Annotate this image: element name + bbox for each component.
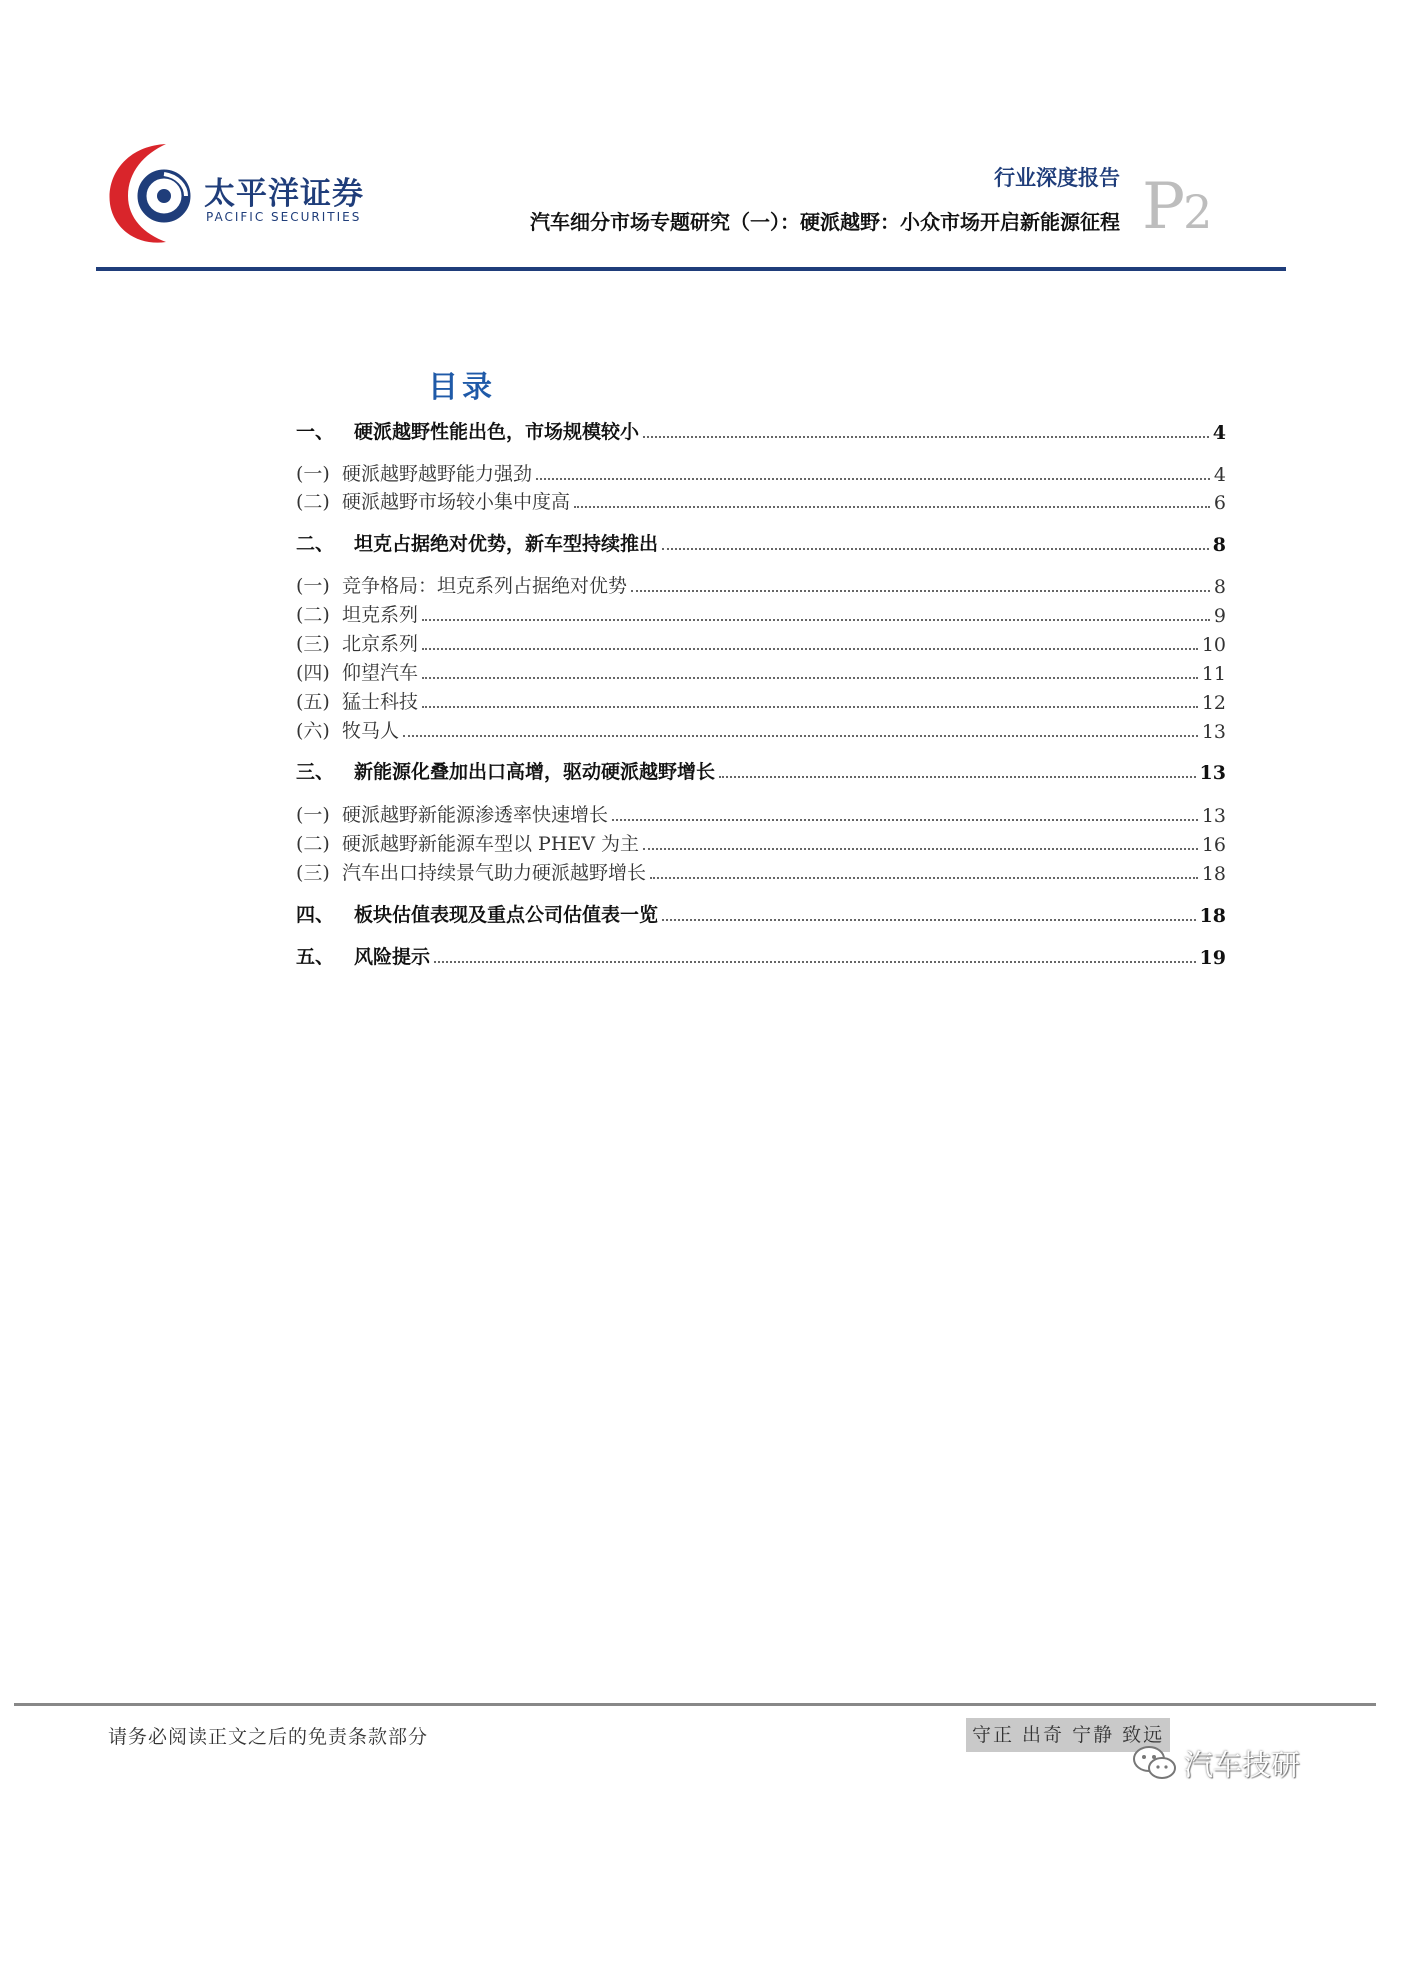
toc-entry[interactable] [296, 460, 1226, 486]
toc-entry[interactable] [296, 758, 1226, 784]
toc-entry[interactable] [296, 488, 1226, 514]
toc-entry[interactable] [296, 830, 1226, 856]
toc-entry[interactable] [296, 601, 1226, 627]
toc-entry-page: 19 [1199, 947, 1226, 969]
toc-entry-page: 16 [1201, 834, 1226, 856]
toc-entry-page: 10 [1201, 634, 1226, 656]
toc-entry-number: (一) [296, 804, 330, 826]
toc-leader-dots [403, 735, 1198, 737]
toc-leader-dots [422, 648, 1198, 650]
pacific-securities-logo-mark [104, 138, 204, 248]
toc-entry-page: 11 [1201, 663, 1226, 685]
toc-entry-number: 二、 [296, 533, 335, 555]
toc-entry[interactable] [296, 530, 1226, 556]
toc-leader-dots [719, 776, 1196, 778]
toc-entry-page: 4 [1213, 464, 1226, 486]
footer-motto: 守正 出奇 宁静 致远 [966, 1718, 1170, 1752]
toc-entry-number: 五、 [296, 946, 335, 968]
watermark-text: 汽车技研 [1184, 1747, 1301, 1782]
toc-entry-page: 18 [1199, 905, 1226, 927]
toc-entry-page: 13 [1199, 762, 1226, 784]
toc-leader-dots [422, 706, 1198, 708]
toc-entry-number: (一) [296, 463, 330, 485]
toc-entry-number: (四) [296, 662, 330, 684]
toc-entry-number: (三) [296, 862, 330, 884]
footer-divider [14, 1703, 1376, 1706]
toc-entry-page: 18 [1201, 863, 1226, 885]
toc-entry-number: 四、 [296, 904, 335, 926]
toc-entry[interactable] [296, 901, 1226, 927]
page-number-letter: P [1142, 170, 1184, 244]
company-logo [104, 138, 384, 258]
toc-entry-label: 坦克系列 [342, 604, 419, 626]
toc-leader-dots [574, 506, 1210, 508]
toc-leader-dots [650, 877, 1198, 879]
toc-entry-label: 汽车出口持续景气助力硬派越野增长 [342, 862, 647, 884]
toc-entry-page: 8 [1212, 534, 1226, 556]
toc-entry-label: 板块估值表现及重点公司估值表一览 [354, 904, 659, 926]
toc-leader-dots [643, 436, 1209, 438]
toc-entry[interactable] [296, 859, 1226, 885]
wechat-icon [1132, 1743, 1178, 1783]
toc-entry[interactable] [296, 717, 1226, 743]
toc-leader-dots [643, 848, 1198, 850]
toc-leader-dots [536, 478, 1210, 480]
toc-leader-dots [434, 961, 1196, 963]
toc-entry-number: (三) [296, 633, 330, 655]
toc-entry-number: (六) [296, 720, 330, 742]
toc-entry-label: 硬派越野性能出色，市场规模较小 [354, 421, 640, 443]
toc-entry-page: 13 [1201, 721, 1226, 743]
page-number [1142, 170, 1210, 244]
toc-leader-dots [612, 819, 1198, 821]
toc-entry-number: (二) [296, 833, 330, 855]
toc-entry-number: 一、 [296, 421, 335, 443]
toc-entry[interactable] [296, 801, 1226, 827]
toc-entry-page: 9 [1213, 605, 1226, 627]
toc-entry-label: 新能源化叠加出口高增，驱动硬派越野增长 [354, 761, 716, 783]
toc-entry-page: 12 [1201, 692, 1226, 714]
toc-entry[interactable] [296, 630, 1226, 656]
toc-leader-dots [422, 677, 1198, 679]
wechat-watermark [1132, 1738, 1300, 1788]
toc-entry-number: (二) [296, 491, 330, 513]
toc-entry-label: 牧马人 [342, 720, 400, 742]
report-type: 行业深度报告 [994, 165, 1120, 190]
toc-entry[interactable] [296, 418, 1226, 444]
toc-leader-dots [631, 590, 1210, 592]
toc-entry-label: 硬派越野市场较小集中度高 [342, 491, 571, 513]
toc-entry-page: 8 [1213, 576, 1226, 598]
logo-english-name: PACIFIC SECURITIES [206, 210, 362, 224]
toc-entry[interactable] [296, 688, 1226, 714]
toc-leader-dots [422, 619, 1210, 621]
toc-entry-page: 6 [1213, 492, 1226, 514]
footer-disclaimer: 请务必阅读正文之后的免责条款部分 [108, 1726, 429, 1748]
toc-entry-label: 坦克占据绝对优势，新车型持续推出 [354, 533, 659, 555]
report-title: 汽车细分市场专题研究（一）：硬派越野：小众市场开启新能源征程 [530, 210, 1120, 234]
toc-entry-label: 硬派越野越野能力强劲 [342, 463, 533, 485]
toc-entry[interactable] [296, 572, 1226, 598]
toc-entry[interactable] [296, 943, 1226, 969]
logo-chinese-name: 太平洋证券 [204, 176, 364, 212]
toc-entry-page: 13 [1201, 805, 1226, 827]
toc-heading: 目录 [428, 370, 496, 405]
toc-entry-label: 猛士科技 [342, 691, 419, 713]
toc-entry-label: 硬派越野新能源车型以 PHEV 为主 [342, 833, 640, 855]
toc-entry-label: 硬派越野新能源渗透率快速增长 [342, 804, 609, 826]
toc-leader-dots [662, 548, 1209, 550]
toc-entry-label: 仰望汽车 [342, 662, 419, 684]
toc-entry-number: (五) [296, 691, 330, 713]
toc-entry-label: 竞争格局：坦克系列占据绝对优势 [342, 575, 628, 597]
header-divider [96, 267, 1286, 271]
toc-entry-number: (二) [296, 604, 330, 626]
toc-leader-dots [662, 919, 1196, 921]
toc-entry-page: 4 [1212, 422, 1226, 444]
toc-entry-label: 风险提示 [354, 946, 431, 968]
toc-entry-label: 北京系列 [342, 633, 419, 655]
page-number-digit: 2 [1183, 185, 1211, 239]
toc-entry[interactable] [296, 659, 1226, 685]
toc-entry-number: 三、 [296, 761, 335, 783]
toc-entry-number: (一) [296, 575, 330, 597]
